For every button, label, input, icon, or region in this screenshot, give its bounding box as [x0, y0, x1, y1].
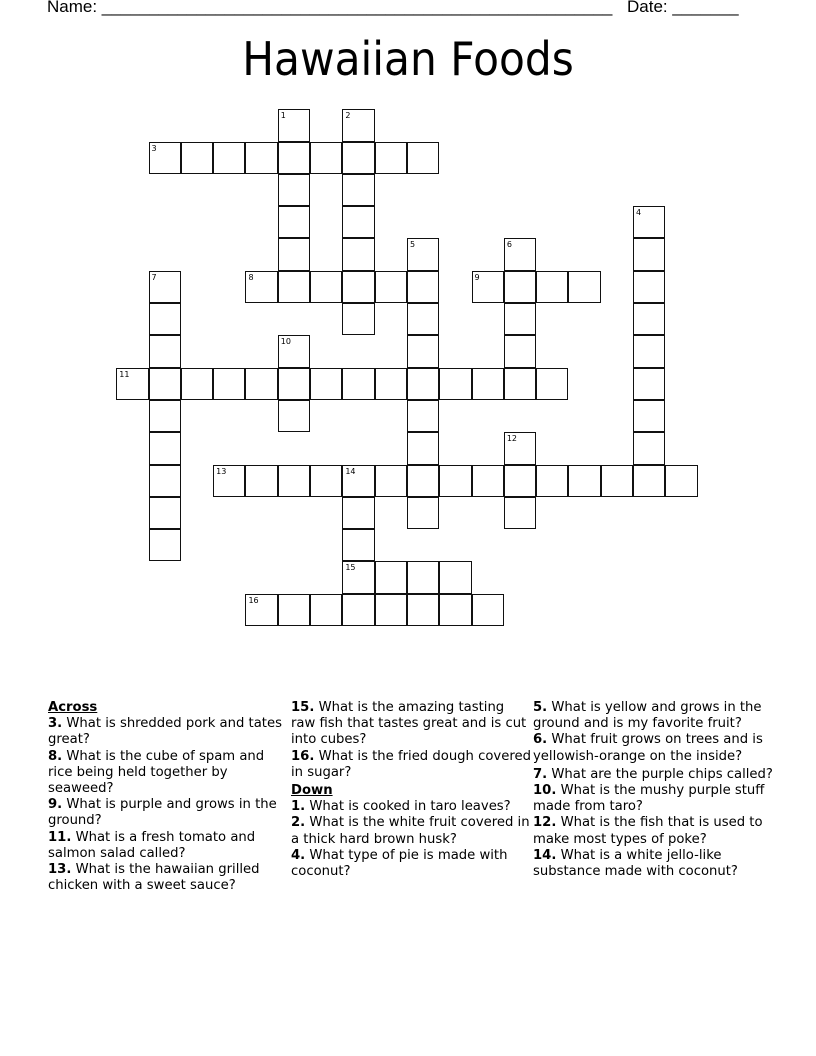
clue-number: 16. — [291, 748, 315, 764]
grid-cell[interactable] — [245, 594, 277, 626]
grid-cell[interactable] — [407, 271, 439, 303]
grid-cell[interactable] — [278, 142, 310, 174]
name-field-label: Name: ______________________________________________________ — [47, 0, 613, 16]
grid-cell[interactable] — [116, 368, 148, 400]
grid-cell[interactable] — [633, 303, 665, 335]
clue-text: What is cooked in taro leaves? — [305, 799, 511, 815]
grid-cell[interactable] — [504, 271, 536, 303]
grid-cell[interactable] — [310, 594, 342, 626]
grid-cell[interactable] — [149, 335, 181, 367]
grid-cell[interactable] — [149, 142, 181, 174]
grid-cell[interactable] — [245, 142, 277, 174]
clue-down-2 — [291, 815, 531, 847]
cell-number: 3 — [151, 143, 157, 153]
clue-text: What is the fish that is used to make most types of poke? — [533, 815, 763, 847]
cell-number: 2 — [345, 111, 351, 121]
grid-cell[interactable] — [278, 400, 310, 432]
grid-cell[interactable] — [149, 497, 181, 529]
clue-across-11 — [48, 830, 288, 862]
clue-down-12 — [533, 815, 773, 847]
grid-cell[interactable] — [407, 142, 439, 174]
clue-number: 14. — [533, 847, 557, 863]
clue-number: 10. — [533, 783, 557, 799]
grid-cell[interactable] — [633, 400, 665, 432]
clue-down-6 — [533, 732, 773, 764]
across-heading: Across — [48, 700, 98, 715]
grid-cell[interactable] — [278, 465, 310, 497]
clue-text: What is the mushy purple stuff made from taro? — [533, 783, 765, 815]
grid-cell[interactable] — [149, 400, 181, 432]
grid-cell[interactable] — [245, 271, 277, 303]
grid-cell[interactable] — [407, 561, 439, 593]
grid-cell[interactable] — [213, 465, 245, 497]
clues-column-3 — [533, 700, 773, 880]
cell-number: 6 — [506, 240, 512, 250]
grid-cell[interactable] — [149, 432, 181, 464]
grid-cell[interactable] — [504, 368, 536, 400]
grid-cell[interactable] — [407, 594, 439, 626]
page-title: Hawaiian Foods — [242, 32, 574, 86]
grid-cell[interactable] — [504, 303, 536, 335]
grid-cell[interactable] — [439, 594, 471, 626]
grid-cell[interactable] — [375, 142, 407, 174]
clue-across-8 — [48, 749, 288, 798]
grid-cell[interactable] — [472, 594, 504, 626]
cell-number: 14 — [345, 466, 356, 476]
grid-cell[interactable] — [439, 368, 471, 400]
down-heading: Down — [291, 783, 333, 799]
clue-text: What are the purple chips called? — [547, 766, 773, 782]
clue-text: What type of pie is made with coconut? — [291, 847, 508, 880]
cell-number: 7 — [151, 272, 157, 282]
grid-cell[interactable] — [278, 174, 310, 206]
grid-cell[interactable] — [375, 594, 407, 626]
clue-across-3 — [48, 716, 288, 748]
grid-cell[interactable] — [278, 335, 310, 367]
grid-cell[interactable] — [342, 109, 374, 141]
clue-text: What fruit grows on trees and is yellowish-orange on the inside? — [533, 732, 763, 764]
clue-number: 8. — [48, 748, 63, 764]
grid-cell[interactable] — [601, 465, 633, 497]
cell-number: 16 — [248, 595, 259, 605]
grid-cell[interactable] — [342, 206, 374, 238]
grid-cell[interactable] — [181, 142, 213, 174]
grid-cell[interactable] — [245, 368, 277, 400]
grid-cell[interactable] — [278, 238, 310, 270]
grid-cell[interactable] — [342, 465, 374, 497]
grid-cell[interactable] — [213, 368, 245, 400]
clue-down-7 — [533, 767, 773, 783]
grid-cell[interactable] — [310, 465, 342, 497]
grid-cell[interactable] — [407, 465, 439, 497]
clue-number: 1. — [291, 799, 306, 815]
clue-number: 5. — [533, 700, 548, 715]
grid-cell[interactable] — [342, 174, 374, 206]
grid-cell[interactable] — [633, 335, 665, 367]
grid-cell[interactable] — [536, 465, 568, 497]
clue-number: 13. — [48, 862, 72, 878]
clue-number: 4. — [291, 847, 306, 863]
grid-cell[interactable] — [375, 465, 407, 497]
grid-cell[interactable] — [504, 335, 536, 367]
clue-down-5 — [533, 700, 773, 732]
clue-down-1 — [291, 799, 531, 815]
grid-cell[interactable] — [149, 303, 181, 335]
cell-number: 5 — [409, 240, 416, 250]
grid-cell[interactable] — [278, 206, 310, 238]
clue-text: What is the cube of spam and rice being held together by seaweed? — [48, 748, 265, 797]
grid-cell[interactable] — [149, 271, 181, 303]
cell-number: 8 — [248, 272, 254, 282]
grid-cell[interactable] — [375, 271, 407, 303]
grid-cell[interactable] — [342, 497, 374, 529]
grid-cell[interactable] — [278, 594, 310, 626]
grid-cell[interactable] — [439, 561, 471, 593]
clue-text: What is purple and grows in the ground? — [48, 797, 277, 829]
clue-down-4 — [291, 848, 531, 880]
grid-cell[interactable] — [149, 529, 181, 561]
grid-cell[interactable] — [633, 432, 665, 464]
grid-cell[interactable] — [633, 465, 665, 497]
grid-cell[interactable] — [504, 465, 536, 497]
grid-cell[interactable] — [407, 432, 439, 464]
clue-number: 7. — [533, 766, 548, 782]
grid-cell[interactable] — [342, 303, 374, 335]
clue-number: 15. — [291, 700, 315, 715]
grid-cell[interactable] — [342, 271, 374, 303]
grid-cell[interactable] — [278, 368, 310, 400]
cell-number: 10 — [280, 337, 291, 347]
cell-number: 1 — [280, 111, 286, 121]
clues-column-1 — [48, 700, 288, 894]
clue-across-15 — [291, 700, 531, 749]
cell-number: 4 — [636, 208, 642, 218]
grid-cell[interactable] — [407, 335, 439, 367]
grid-cell[interactable] — [633, 238, 665, 270]
grid-cell[interactable] — [149, 368, 181, 400]
clue-text: What is the hawaiian grilled chicken with a sweet sauce? — [48, 862, 260, 894]
grid-cell[interactable] — [407, 497, 439, 529]
grid-cell[interactable] — [278, 271, 310, 303]
clue-text: What is the white fruit covered in a thick hard brown husk? — [291, 815, 530, 847]
grid-cell[interactable] — [342, 594, 374, 626]
grid-cell[interactable] — [407, 400, 439, 432]
grid-cell[interactable] — [536, 271, 568, 303]
grid-cell[interactable] — [342, 561, 374, 593]
grid-cell[interactable] — [213, 142, 245, 174]
grid-cell[interactable] — [342, 142, 374, 174]
grid-cell[interactable] — [375, 368, 407, 400]
grid-cell[interactable] — [536, 368, 568, 400]
clue-text: What is the amazing tasting raw fish that tastes great and is cut into cubes? — [291, 700, 527, 748]
grid-cell[interactable] — [407, 238, 439, 270]
grid-cell[interactable] — [310, 271, 342, 303]
grid-cell[interactable] — [472, 368, 504, 400]
grid-cell[interactable] — [342, 529, 374, 561]
clues-column-2 — [291, 700, 531, 880]
clue-text: What is a fresh tomato and salmon salad called? — [48, 829, 256, 861]
grid-cell[interactable] — [665, 465, 697, 497]
grid-cell[interactable] — [633, 206, 665, 238]
grid-cell[interactable] — [407, 303, 439, 335]
grid-cell[interactable] — [504, 432, 536, 464]
cell-number: 9 — [474, 272, 480, 282]
clue-number: 12. — [533, 815, 557, 831]
clue-number: 9. — [48, 797, 63, 813]
grid-cell[interactable] — [504, 238, 536, 270]
cell-number: 12 — [506, 434, 518, 444]
cell-number: 15 — [345, 563, 356, 573]
clue-number: 2. — [291, 815, 306, 831]
grid-cell[interactable] — [342, 368, 374, 400]
clue-number: 6. — [533, 732, 548, 748]
cell-number: 13 — [216, 466, 227, 476]
grid-cell[interactable] — [375, 561, 407, 593]
clue-text: What is yellow and grows in the ground and is my favorite fruit? — [533, 700, 762, 732]
grid-cell[interactable] — [181, 368, 213, 400]
grid-cell[interactable] — [278, 109, 310, 141]
grid-cell[interactable] — [310, 142, 342, 174]
clue-down-14 — [533, 848, 773, 880]
grid-cell[interactable] — [633, 368, 665, 400]
clue-number: 11. — [48, 829, 72, 845]
grid-cell[interactable] — [310, 368, 342, 400]
clue-text: What is shredded pork and tates great? — [48, 716, 282, 748]
grid-cell[interactable] — [245, 465, 277, 497]
grid-cell[interactable] — [472, 271, 504, 303]
cell-number: 11 — [119, 369, 130, 379]
clue-across-13 — [48, 862, 288, 894]
grid-cell[interactable] — [504, 497, 536, 529]
clue-across-9 — [48, 797, 288, 829]
date-field-label: Date: _______ — [627, 0, 739, 16]
clue-down-10 — [533, 783, 773, 815]
clue-text: What is a white jello-like substance made with coconut? — [533, 847, 738, 880]
clue-across-16 — [291, 749, 531, 781]
grid-cell[interactable] — [149, 465, 181, 497]
grid-cell[interactable] — [472, 465, 504, 497]
grid-cell[interactable] — [633, 271, 665, 303]
grid-cell[interactable] — [407, 368, 439, 400]
clue-number: 3. — [48, 716, 63, 732]
grid-cell[interactable] — [568, 271, 600, 303]
grid-cell[interactable] — [568, 465, 600, 497]
grid-cell[interactable] — [439, 465, 471, 497]
clue-text: What is the fried dough covered in sugar? — [291, 748, 531, 780]
grid-cell[interactable] — [342, 238, 374, 270]
